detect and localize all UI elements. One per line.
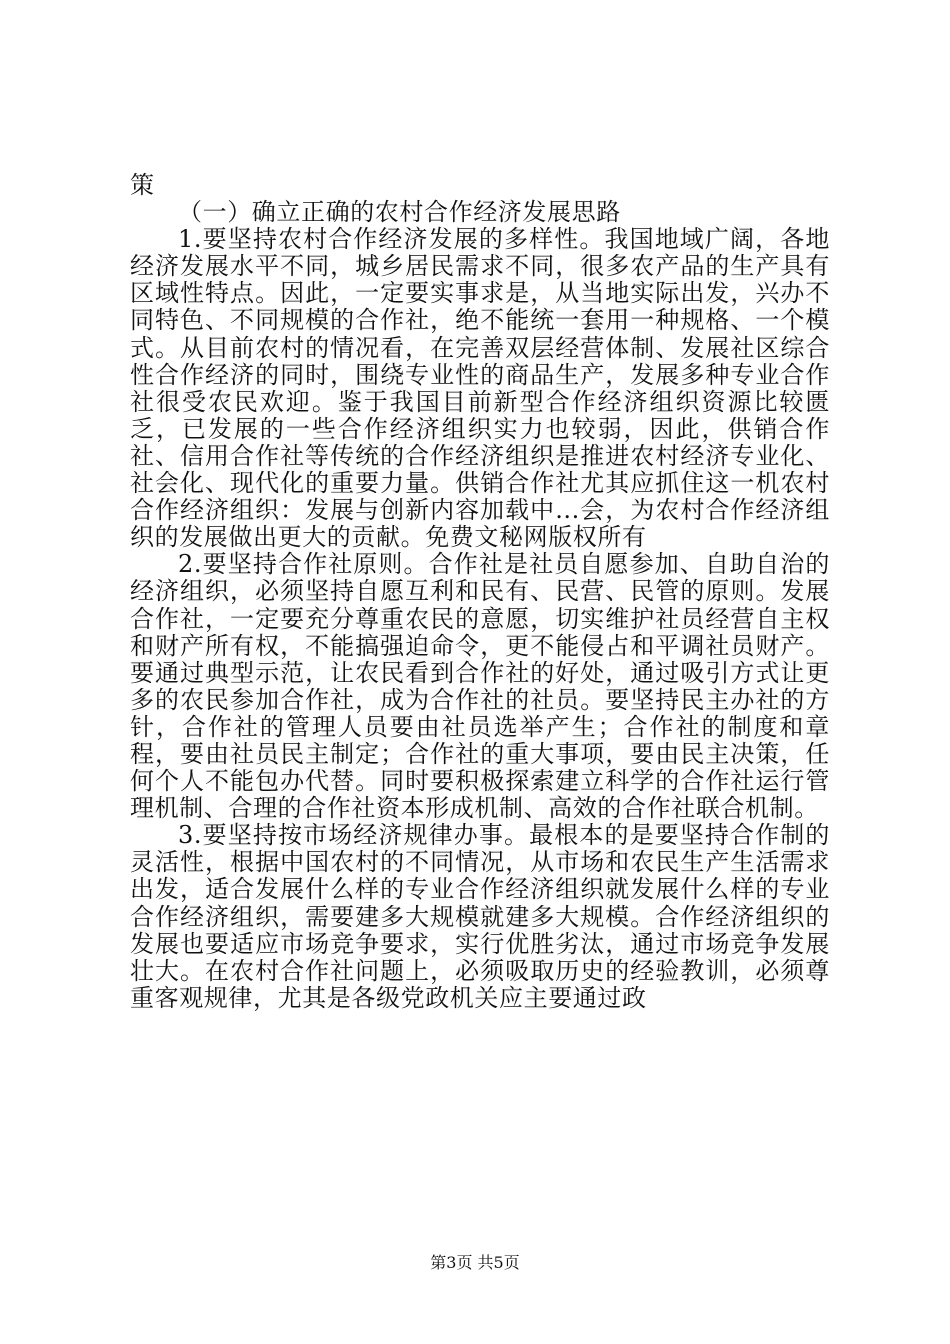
paragraph-2: 2.要坚持合作社原则。合作社是社员自愿参加、自助自治的经济组织，必须坚持自愿互利和民有、民营、民管的原则。发展合作社，一定要充分尊重农民的意愿，切实维护社员经营自主权和财产所有权，不能搞强迫命令，更不能侵占和平调社员财产。要通过典型示范，让农民看到合作社的好处，通过吸引方式让更多的农民参加合作社，成为合作社的社员。要坚持民主办社的方针，合作社的管理人员要由社员选举产生；合作社的制度和章程，要由社员民主制定；合作社的重大事项，要由民主决策，任何个人不能包办代替。同时要积极探索建立科学的合作社运行管理机制、合理的合作社资本形成机制、高效的合作社联合机制。 — [130, 550, 830, 823]
lead-fragment: 策 — [130, 171, 155, 199]
document-body — [130, 172, 830, 1012]
paragraph-3: 3.要坚持按市场经济规律办事。最根本的是要坚持合作制的灵活性，根据中国农村的不同情况，从市场和农民生产生活需求出发，适合发展什么样的专业合作经济组织就发展什么样的专业合作经济组织，需要建多大规模就建多大规模。合作经济组织的发展也要适应市场竞争要求，实行优胜劣汰，通过市场竞争发展壮大。在农村合作社问题上，必须吸取历史的经验教训，必须尊重客观规律，尤其是各级党政机关应主要通过政 — [130, 821, 830, 1012]
paragraph-1: 1.要坚持农村合作经济发展的多样性。我国地域广阔，各地经济发展水平不同，城乡居民需求不同，很多农产品的生产具有区域性特点。因此，一定要实事求是，从当地实际出发，兴办不同特色、不同规模的合作社，绝不能统一套用一种规格、一个模式。从目前农村的情况看，在完善双层经营体制、发展社区综合性合作经济的同时，围绕专业性的商品生产，发展多种专业合作社很受农民欢迎。鉴于我国目前新型合作经济组织资源比较匮乏，已发展的一些合作经济组织实力也较弱，因此，供销合作社、信用合作社等传统的合作经济组织是推进农村经济专业化、社会化、现代化的重要力量。供销合作社尤其应抓住这一机农村合作经济组织：发展与创新内容加载中...会，为农村合作经济组织的发展做出更大的贡献。免费文秘网版权所有 — [130, 225, 830, 552]
section-heading: （一）确立正确的农村合作经济发展思路 — [178, 198, 621, 227]
page-footer: 第3页 共5页 — [430, 1253, 520, 1272]
